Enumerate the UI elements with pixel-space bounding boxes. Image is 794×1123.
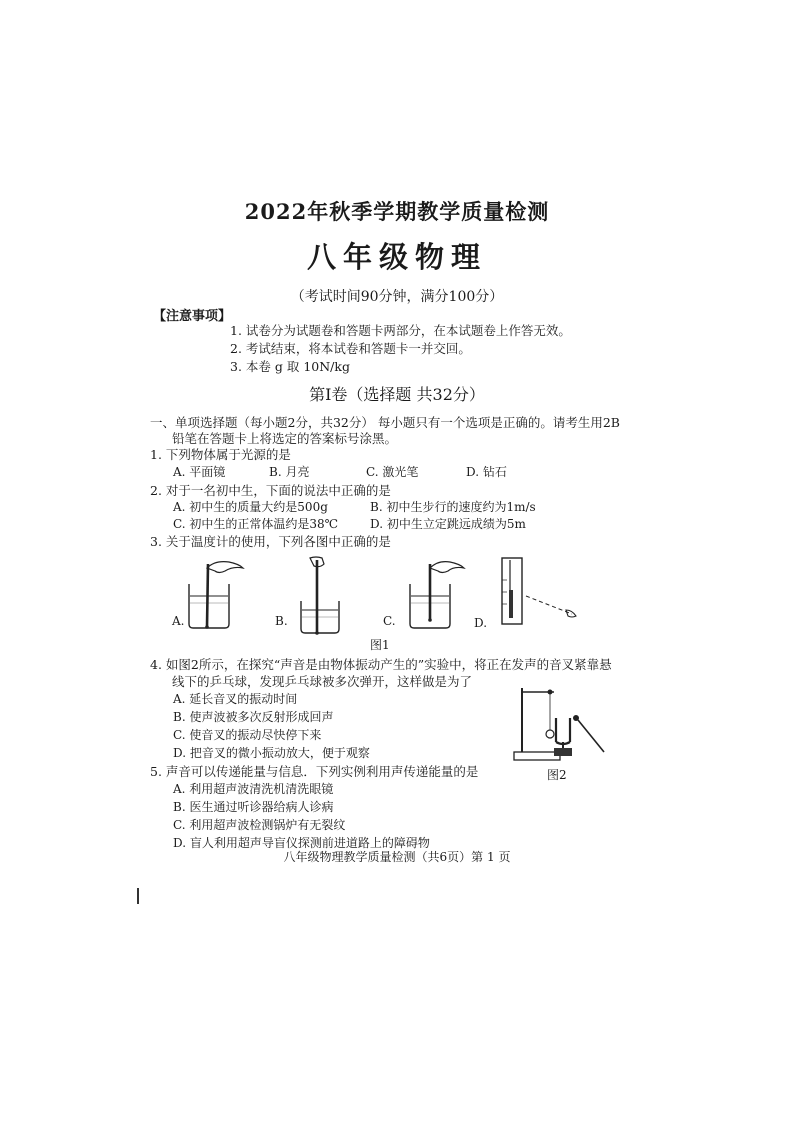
question-5-option-d: D. 盲人利用超声导盲仪探测前进道路上的障碍物 <box>173 836 430 850</box>
notice-heading: 【注意事项】 <box>153 309 232 324</box>
scan-mark <box>137 888 139 904</box>
question-4-option-d: D. 把音叉的微小振动放大，便于观察 <box>173 746 370 760</box>
question-5-stem: 5. 声音可以传递能量与信息．下列实例利用声传递能量的是 <box>150 764 479 779</box>
thermometer-figure-a <box>185 556 245 631</box>
question-1-option-c: C. 激光笔 <box>366 465 419 479</box>
question-2-option-a: A. 初中生的质量大约是500g <box>173 500 328 514</box>
figure-1-label-d: D. <box>474 616 488 630</box>
question-5-option-a: A. 利用超声波清洗机清洗眼镜 <box>173 782 334 796</box>
figure-2-caption: 图2 <box>547 768 567 782</box>
question-1-option-b: B. 月亮 <box>269 465 310 479</box>
figure-1-label-b: B. <box>275 614 288 628</box>
subject-title: 八年级物理 <box>306 240 487 274</box>
question-2-option-d: D. 初中生立定跳远成绩为5m <box>370 517 526 531</box>
question-2-option-b: B. 初中生步行的速度约为1m/s <box>370 500 536 514</box>
figure-1-caption: 图1 <box>370 638 390 652</box>
exam-info: （考试时间90分钟，满分100分） <box>290 289 504 305</box>
question-4-option-a: A. 延长音叉的振动时间 <box>173 692 298 706</box>
notice-item: 2. 考试结束，将本试卷和答题卡一并交回。 <box>230 341 471 356</box>
question-4-stem: 4. 如图2所示，在探究“声音是由物体振动产生的”实验中，将正在发声的音叉紧靠悬 <box>150 657 612 672</box>
question-1-option-a: A. 平面镜 <box>173 465 226 479</box>
question-4-option-b: B. 使声波被多次反射形成回声 <box>173 710 334 724</box>
question-3-stem: 3. 关于温度计的使用，下列各图中正确的是 <box>150 534 391 549</box>
exam-title: 2022年秋季学期教学质量检测 <box>244 199 550 224</box>
thermometer-figure-c <box>406 556 466 631</box>
question-5-option-c: C. 利用超声波检测锅炉有无裂纹 <box>173 818 346 832</box>
thermometer-figure-b <box>298 556 343 636</box>
question-4-option-c: C. 使音叉的振动尽快停下来 <box>173 728 322 742</box>
question-1-stem: 1. 下列物体属于光源的是 <box>150 447 291 462</box>
question-5-option-b: B. 医生通过听诊器给病人诊病 <box>173 800 334 814</box>
page-footer: 八年级物理教学质量检测（共6页）第 1 页 <box>283 850 511 864</box>
part-instruction-cont: 铅笔在答题卡上将选定的答案标号涂黑。 <box>172 431 398 446</box>
section-heading: 第Ⅰ卷（选择题 共32分） <box>309 385 485 404</box>
question-4-stem-cont: 线下的乒乓球，发现乒乓球被多次弹开，这样做是为了 <box>172 674 473 689</box>
notice-item: 1. 试卷分为试题卷和答题卡两部分，在本试题卷上作答无效。 <box>230 323 571 338</box>
figure-1-label-c: C. <box>383 614 396 628</box>
question-2-option-c: C. 初中生的正常体温约是38℃ <box>173 517 339 531</box>
figure-1-label-a: A. <box>172 614 185 628</box>
question-2-stem: 2. 对于一名初中生，下面的说法中正确的是 <box>150 483 391 498</box>
tuning-fork-figure <box>510 682 620 764</box>
question-1-option-d: D. 钻石 <box>466 465 507 479</box>
part-instruction: 一、单项选择题（每小题2分，共32分） 每小题只有一个选项是正确的。请考生用2B <box>150 415 620 430</box>
thermometer-figure-d <box>498 556 588 628</box>
notice-item: 3. 本卷 g 取 10N/kg <box>230 359 350 374</box>
